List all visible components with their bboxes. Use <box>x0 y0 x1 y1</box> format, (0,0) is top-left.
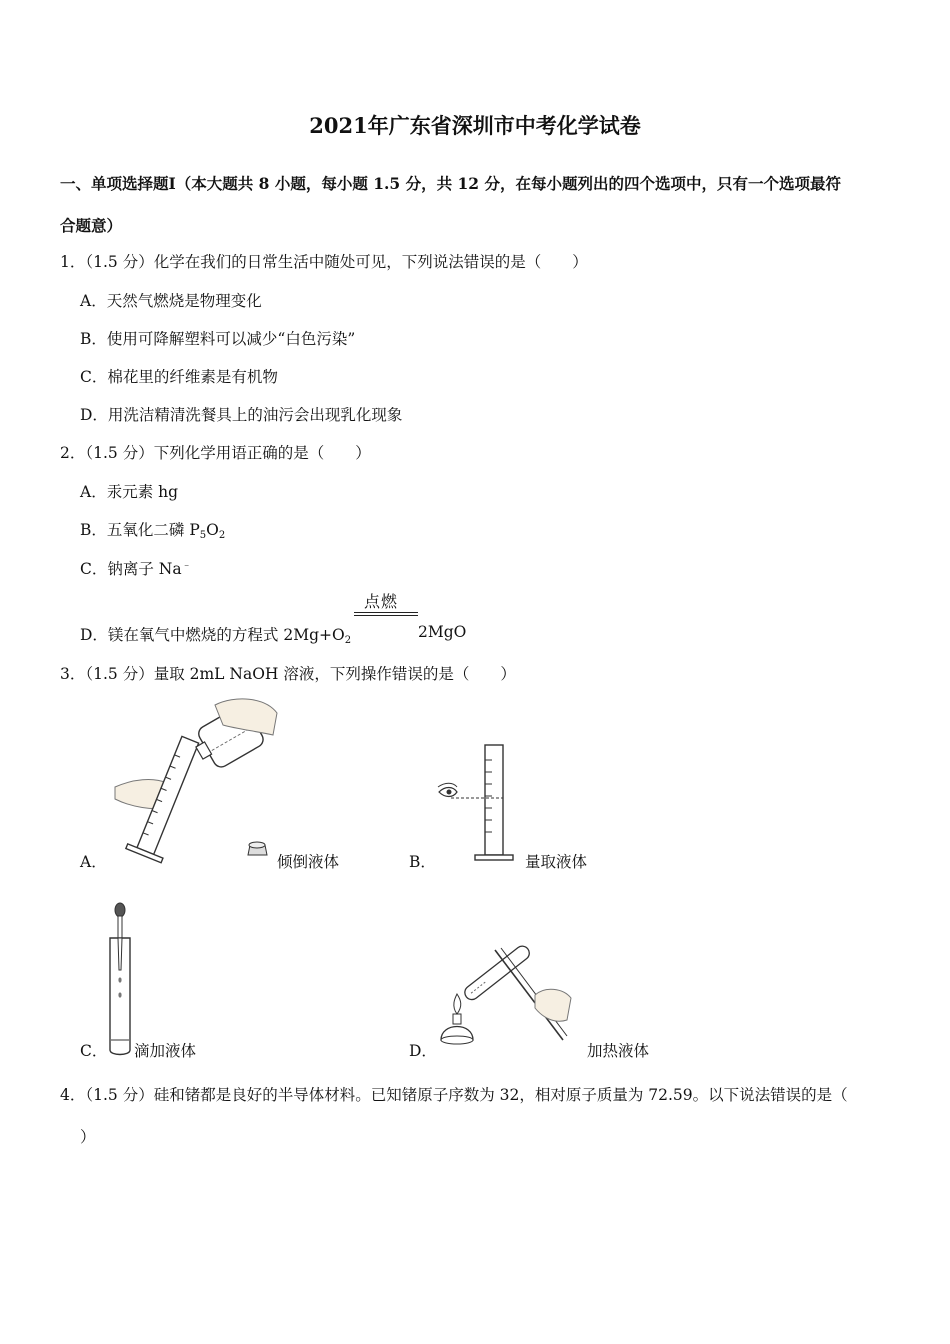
option-b-text: B．五氧化二磷 P <box>80 521 200 539</box>
figure-heating-liquid <box>435 940 585 1055</box>
question-2-option-d <box>80 623 351 646</box>
equation-product: 2MgO <box>418 623 467 641</box>
question-1-option-b: B．使用可降解塑料可以减少“白色污染” <box>80 330 356 348</box>
question-2-stem: 2．（1.5 分）下列化学用语正确的是（ ） <box>60 444 371 462</box>
question-4-stem: 4．（1.5 分）硅和锗都是良好的半导体材料。已知锗原子序数为 32，相对原子质量为 72.59。以下说法错误的是（ <box>60 1086 848 1104</box>
option-c-text: C．钠离子 Na <box>80 560 182 578</box>
question-3-option-a-letter: A． <box>80 853 107 871</box>
question-2-option-a: A．汞元素 hg <box>80 483 179 501</box>
subscript: 2 <box>218 530 226 541</box>
equation-bar-bottom <box>354 615 418 616</box>
question-3-stem: 3．（1.5 分）量取 2mL NaOH 溶液，下列操作错误的是（ ） <box>60 665 516 683</box>
question-1-option-d: D．用洗洁精清洗餐具上的油污会出现乳化现象 <box>80 406 403 424</box>
question-3-option-c-letter: C． <box>80 1042 108 1060</box>
question-3-option-b-letter: B． <box>409 853 436 871</box>
subscript: 5 <box>199 530 207 541</box>
question-3-option-d-caption: 加热液体 <box>587 1042 650 1060</box>
option-b-text: O <box>206 521 219 539</box>
question-4-stem-end: ） <box>80 1128 96 1146</box>
option-d-text: D．镁在氧气中燃烧的方程式 2Mg+O <box>80 626 345 644</box>
question-3-option-c-caption: 滴加液体 <box>134 1042 197 1060</box>
question-1-stem: 1．（1.5 分）化学在我们的日常生活中随处可见，下列说法错误的是（ ） <box>60 253 588 271</box>
superscript: ﹣ <box>181 560 192 571</box>
figure-dropping-liquid <box>100 900 140 1060</box>
equation-bar-top <box>354 612 418 613</box>
question-1-option-c: C．棉花里的纤维素是有机物 <box>80 368 278 386</box>
figure-measuring-liquid <box>435 740 525 865</box>
page-title: 2021年广东省深圳市中考化学试卷 <box>309 113 641 138</box>
figure-pouring-liquid <box>105 695 290 870</box>
subscript: 2 <box>344 635 352 646</box>
section-heading-line2: 合题意） <box>60 216 123 235</box>
question-3-option-a-caption: 倾倒液体 <box>277 853 340 871</box>
question-2-option-b <box>80 518 225 541</box>
section-heading-line1: 一、单项选择题Ⅰ（本大题共 8 小题，每小题 1.5 分，共 12 分，在每小题列出的四个选项中，只有一个选项最符 <box>60 174 841 193</box>
question-1-option-a: A．天然气燃烧是物理变化 <box>80 292 262 310</box>
reaction-condition: 点燃 <box>364 592 399 611</box>
question-3-option-b-caption: 量取液体 <box>525 853 588 871</box>
question-2-option-c <box>80 556 192 579</box>
question-3-option-d-letter: D． <box>409 1042 437 1060</box>
